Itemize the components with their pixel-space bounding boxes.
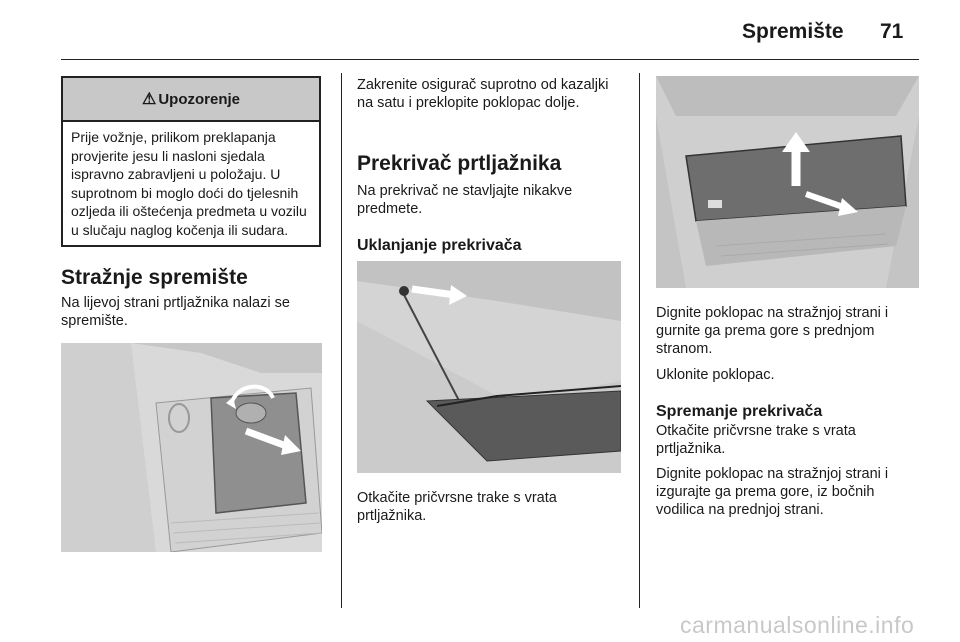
cover-intro xyxy=(357,76,627,112)
section-text: Na prekrivač ne stavljajte nikakve predmete. xyxy=(357,183,573,217)
storage-text-2: Dignite poklopac na stražnjoj strani i izgurajte ga prema gore, iz bočnih vodilica na prednjoj strani. xyxy=(656,466,889,518)
lift-text: Dignite poklopac na stražnjoj strani i gurnite ga prema gore s prednjom stranom. xyxy=(656,305,889,357)
rear-storage-illustration xyxy=(61,343,322,552)
intro-text: Zakrenite osigurač suprotno od kazaljki na satu i preklopite poklopac dolje. xyxy=(357,77,609,111)
page-title: Spremište xyxy=(742,20,844,43)
cover-lift-illustration xyxy=(656,76,919,288)
cargo-cover-section xyxy=(357,152,627,256)
section-heading: Prekrivač prtljažnika xyxy=(357,152,562,175)
caption-text: Otkačite pričvrsne trake s vrata prtljažnika. xyxy=(357,490,557,524)
watermark: carmanualsonline.info xyxy=(680,612,915,638)
column-divider xyxy=(639,73,640,608)
subheading: Uklanjanje prekrivača xyxy=(357,237,522,254)
remove-text: Uklonite poklopac. xyxy=(656,367,775,383)
warning-box xyxy=(61,76,321,247)
column-three-text xyxy=(656,304,920,519)
section-heading: Stražnje spremište xyxy=(61,266,248,289)
page-number: 71 xyxy=(880,20,904,43)
warning-title: Upozorenje xyxy=(158,90,241,108)
section-text: Na lijevoj strani prtljažnika nalazi se spremište. xyxy=(61,295,290,329)
cover-removal-illustration xyxy=(357,261,621,473)
rear-storage-section xyxy=(61,266,331,330)
warning-triangle-icon: ⚠ xyxy=(141,91,157,108)
column-divider xyxy=(341,73,342,608)
removal-caption xyxy=(357,489,627,525)
warning-header xyxy=(63,78,319,122)
header-rule xyxy=(61,59,919,60)
warning-text: Prije vožnje, prilikom preklapanja provjerite jesu li nasloni sjedala ispravno zabravljeni u položaju. U suprotnom bi moglo doći do tjelesnih ozljeda ili oštećenja predmeta u vozilu u slučaju naglog kočenja ili sudara. xyxy=(71,129,307,238)
subheading: Spremanje prekrivača xyxy=(656,403,823,420)
storage-text: Otkačite pričvrsne trake s vrata prtljažnika. xyxy=(656,423,856,457)
